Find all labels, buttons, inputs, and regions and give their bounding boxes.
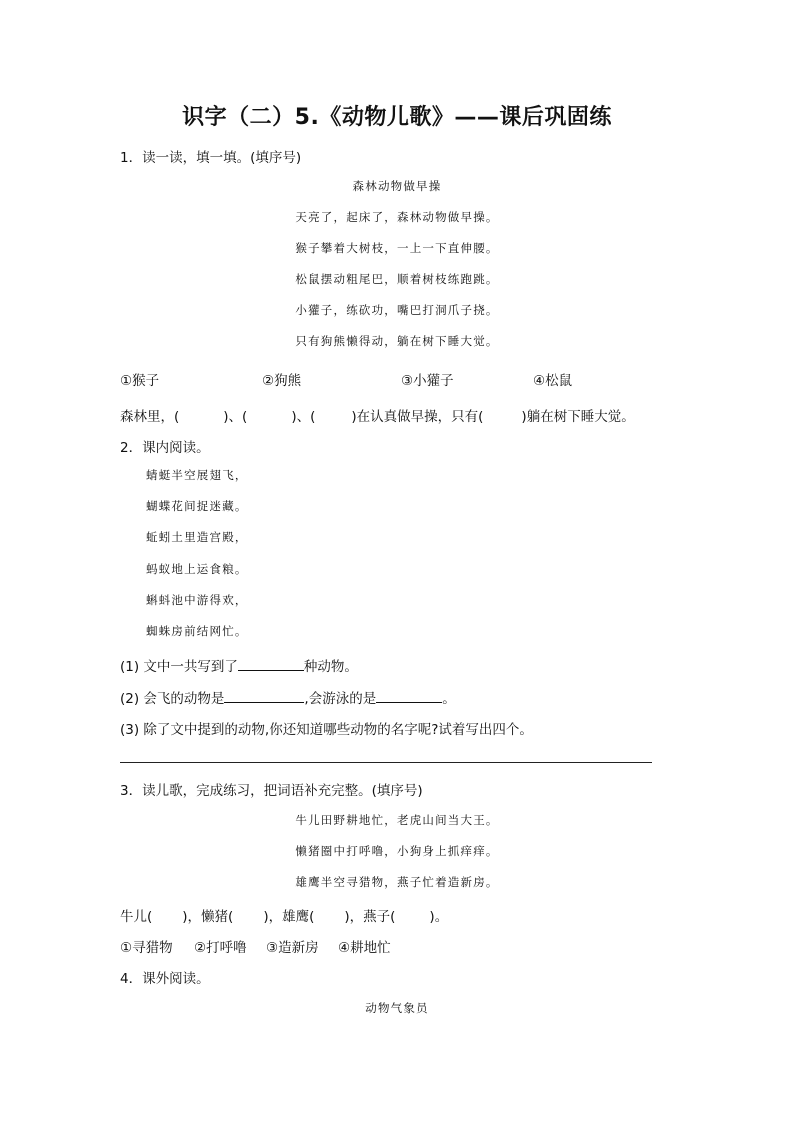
fill-text: )，雄鹰(: [263, 909, 315, 925]
answer-line[interactable]: [224, 688, 304, 703]
q3-poem-line: 牛儿田野耕地忙，老虎山间当大王。: [295, 813, 499, 827]
answer-line[interactable]: [238, 656, 304, 671]
q3-poem-line: 雄鹰半空寻猎物，燕子忙着造新房。: [295, 875, 499, 889]
q2-poem-line: 蚂蚁地上运食粮。: [146, 562, 248, 576]
q2-poem-line: 蚯蚓土里造宫殿，: [146, 530, 248, 544]
q4-poem-title: 动物气象员: [365, 1001, 429, 1015]
answer-line[interactable]: [376, 688, 442, 703]
q1-poem-line: 天亮了，起床了，森林动物做早操。: [295, 210, 499, 224]
q1-option: ①猴子: [120, 373, 160, 389]
q1-poem-line: 小獾子，练砍功，嘴巴打洞爪子挠。: [295, 303, 499, 317]
fill-text: )，懒猪(: [182, 909, 234, 925]
fill-text: )、(: [223, 409, 248, 425]
q3-fill-sentence: [120, 905, 448, 925]
fill-text: 牛儿(: [120, 909, 153, 925]
fill-text: )、(: [291, 409, 316, 425]
q1-poem-line: 只有狗熊懒得动，躺在树下睡大觉。: [295, 334, 499, 348]
fill-text: 森林里，(: [120, 409, 180, 425]
q2-heading: 2．课内阅读。: [120, 440, 210, 456]
q1-fill-sentence: [120, 405, 635, 425]
q3-heading: 3．读儿歌，完成练习，把词语补充完整。(填序号): [120, 783, 423, 799]
q2-sub2: [120, 687, 456, 707]
sub-text: ,会游泳的是: [304, 691, 377, 707]
q4-heading: 4．课外阅读。: [120, 971, 210, 987]
q1-option: ②狗熊: [262, 373, 302, 389]
sub-text: (1) 文中一共写到了: [120, 659, 238, 675]
q3-option: ②打呼噜: [194, 940, 247, 956]
q1-heading: 1．读一读，填一填。(填序号): [120, 150, 302, 166]
q2-poem-line: 蝴蝶花间捉迷藏。: [146, 499, 248, 513]
worksheet-title: 识字（二）5.《动物儿歌》——课后巩固练: [182, 105, 612, 130]
sub-text: 种动物。: [303, 659, 358, 675]
q3-option: ①寻猎物: [120, 940, 173, 956]
q2-poem-line: 蜻蜓半空展翅飞，: [146, 468, 248, 482]
q3-option: ③造新房: [266, 940, 319, 956]
fill-text: )躺在树下睡大觉。: [521, 409, 635, 425]
answer-rule[interactable]: [120, 762, 652, 763]
q1-poem-line: 松鼠摆动粗尾巴，顺着树枝练跑跳。: [295, 272, 499, 286]
q1-option: ③小獾子: [401, 373, 454, 389]
q1-poem-title: 森林动物做早操: [352, 179, 442, 193]
sub-text: (2) 会飞的动物是: [120, 691, 225, 707]
q2-sub1: [120, 655, 358, 675]
fill-text: )。: [429, 909, 449, 925]
fill-text: )，燕子(: [344, 909, 396, 925]
q2-poem-line: 蝌蚪池中游得欢，: [146, 593, 248, 607]
q3-poem-line: 懒猪圈中打呼噜，小狗身上抓痒痒。: [295, 844, 499, 858]
q2-sub3: (3) 除了文中提到的动物,你还知道哪些动物的名字呢?试着写出四个。: [120, 722, 533, 738]
q1-option: ④松鼠: [533, 373, 573, 389]
q3-option: ④耕地忙: [338, 940, 391, 956]
sub-text: 。: [442, 691, 456, 707]
q2-poem-line: 蜘蛛房前结网忙。: [146, 624, 248, 638]
q1-poem-line: 猴子攀着大树枝，一上一下直伸腰。: [295, 241, 499, 255]
fill-text: )在认真做早操，只有(: [351, 409, 484, 425]
